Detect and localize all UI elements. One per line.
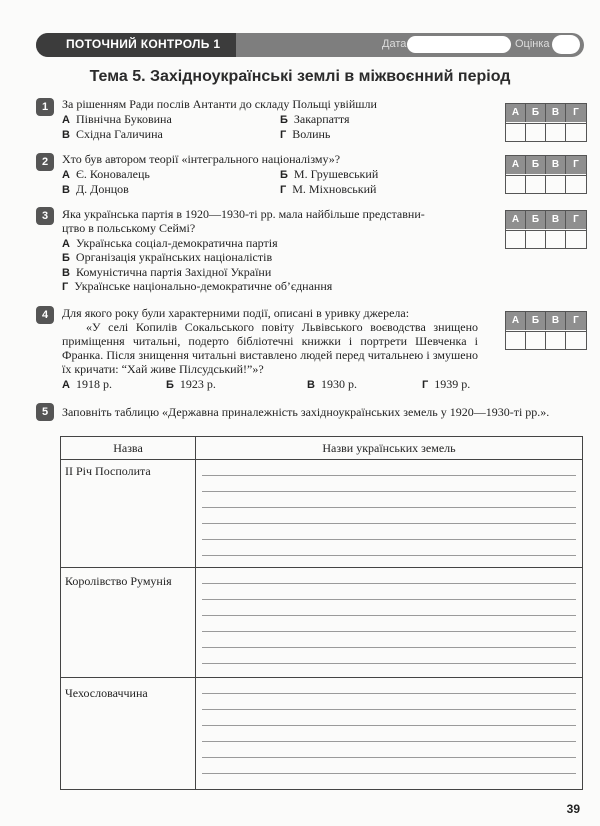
answer-cell[interactable] <box>566 230 586 249</box>
grid-header-b: Б <box>526 156 546 174</box>
writing-lines <box>196 678 582 774</box>
page-number: 39 <box>566 802 580 816</box>
grid-header-b: Б <box>526 312 546 330</box>
q1-option-c: В Східна Галичина <box>62 127 163 141</box>
answer-grid-q4 <box>505 311 587 350</box>
answer-cell[interactable] <box>566 123 586 142</box>
answer-cell[interactable] <box>546 175 566 194</box>
q2-option-c: В Д. Донцов <box>62 182 129 196</box>
lands-table <box>60 436 583 790</box>
answer-cell[interactable] <box>506 331 526 350</box>
q4-option-d: Г 1939 р. <box>422 377 471 391</box>
row-label-romania: Королівство Румунія <box>65 574 172 588</box>
answer-cell[interactable] <box>546 230 566 249</box>
q4-option-a: А 1918 р. <box>62 377 112 391</box>
q3-option-b: Б Організація українських націоналістів <box>62 250 273 264</box>
answer-cell[interactable] <box>526 331 546 350</box>
grid-header-a: А <box>506 156 526 174</box>
q3-option-c: В Комуністична партія Західної України <box>62 265 272 279</box>
grid-header-a: А <box>506 104 526 122</box>
answer-cell[interactable] <box>526 123 546 142</box>
question-number-4: 4 <box>36 306 54 324</box>
grid-header-b: Б <box>526 104 546 122</box>
question-3-text-line-1: Яка українська партія в 1920—1930-ті рр. мала найбільше представни- <box>62 207 425 221</box>
answer-grid-q1 <box>505 103 587 142</box>
q2-option-d: Г М. Міхновський <box>280 182 377 196</box>
task-5-text: Заповніть таблицю «Державна приналежність західноукраїнських земель у 1920—1930-ті рр.». <box>62 405 550 419</box>
column-header-name: Назва <box>61 437 196 460</box>
grid-header-c: В <box>546 156 566 174</box>
grid-header-a: А <box>506 312 526 330</box>
answer-cell[interactable] <box>526 175 546 194</box>
section-title: ПОТОЧНИЙ КОНТРОЛЬ 1 <box>66 37 221 51</box>
writing-lines <box>196 460 582 556</box>
answer-cell[interactable] <box>526 230 546 249</box>
q4-option-b: Б 1923 р. <box>166 377 216 391</box>
date-label: Дата <box>382 38 407 50</box>
grade-label: Оцінка <box>515 38 550 50</box>
answer-area[interactable] <box>196 460 583 568</box>
q1-option-b: Б Закарпаття <box>280 112 350 126</box>
source-quote: «У селі Копилів Сокальського повіту Львівського воєводства знищено приміщення читальні, подерто бібліотечні книжки і портрети Шевченка і Франка. Після знищення читальні виставлено людей перед читальнею і змушено їх кричати: “Хай живе Пілсудський!”»? <box>62 320 478 376</box>
question-number-2: 2 <box>36 153 54 171</box>
answer-area[interactable] <box>196 568 583 678</box>
q2-option-b: Б М. Грушевський <box>280 167 379 181</box>
answer-cell[interactable] <box>566 175 586 194</box>
answer-cell[interactable] <box>546 331 566 350</box>
question-4-text: Для якого року були характерними події, описані в уривку джерела: <box>62 306 410 320</box>
grid-header-d: Г <box>566 104 586 122</box>
grid-header-d: Г <box>566 156 586 174</box>
q3-option-d: Г Українське національно-демократичне об’єднання <box>62 279 333 293</box>
grid-header-c: В <box>546 312 566 330</box>
answer-cell[interactable] <box>506 175 526 194</box>
question-number-1: 1 <box>36 98 54 116</box>
question-2-text: Хто був автором теорії «інтегрального націоналізму»? <box>62 152 341 166</box>
q1-option-a: А Північна Буковина <box>62 112 172 126</box>
grid-header-b: Б <box>526 211 546 229</box>
question-number-5: 5 <box>36 403 54 421</box>
writing-lines <box>196 568 582 664</box>
answer-grid-q2 <box>505 155 587 194</box>
answer-cell[interactable] <box>546 123 566 142</box>
grid-header-d: Г <box>566 211 586 229</box>
answer-cell[interactable] <box>506 123 526 142</box>
page-title: Тема 5. Західноукраїнські землі в міжвоєнний період <box>89 68 511 85</box>
answer-grid-q3 <box>505 210 587 249</box>
date-field[interactable] <box>407 36 511 53</box>
q2-option-a: А Є. Коновалець <box>62 167 150 181</box>
grid-header-c: В <box>546 211 566 229</box>
question-number-3: 3 <box>36 207 54 225</box>
question-1-text: За рішенням Ради послів Антанти до складу Польщі увійшли <box>62 97 377 111</box>
column-header-lands: Назви українських земель <box>196 437 583 460</box>
q3-option-a: А Українська соціал-демократична партія <box>62 236 278 250</box>
q4-option-c: В 1930 р. <box>307 377 357 391</box>
grid-header-d: Г <box>566 312 586 330</box>
grade-field[interactable] <box>552 35 580 54</box>
answer-cell[interactable] <box>506 230 526 249</box>
table-row <box>61 568 196 678</box>
table-row <box>61 460 196 568</box>
row-label-czechoslovakia: Чехословаччина <box>65 686 148 700</box>
answer-area[interactable] <box>196 678 583 790</box>
question-3-text-line-2: цтво в польському Сеймі? <box>62 221 196 235</box>
table-row <box>61 678 196 790</box>
grid-header-a: А <box>506 211 526 229</box>
grid-header-c: В <box>546 104 566 122</box>
row-label-poland: ІІ Річ Посполита <box>65 464 151 478</box>
q1-option-d: Г Волинь <box>280 127 331 141</box>
answer-cell[interactable] <box>566 331 586 350</box>
